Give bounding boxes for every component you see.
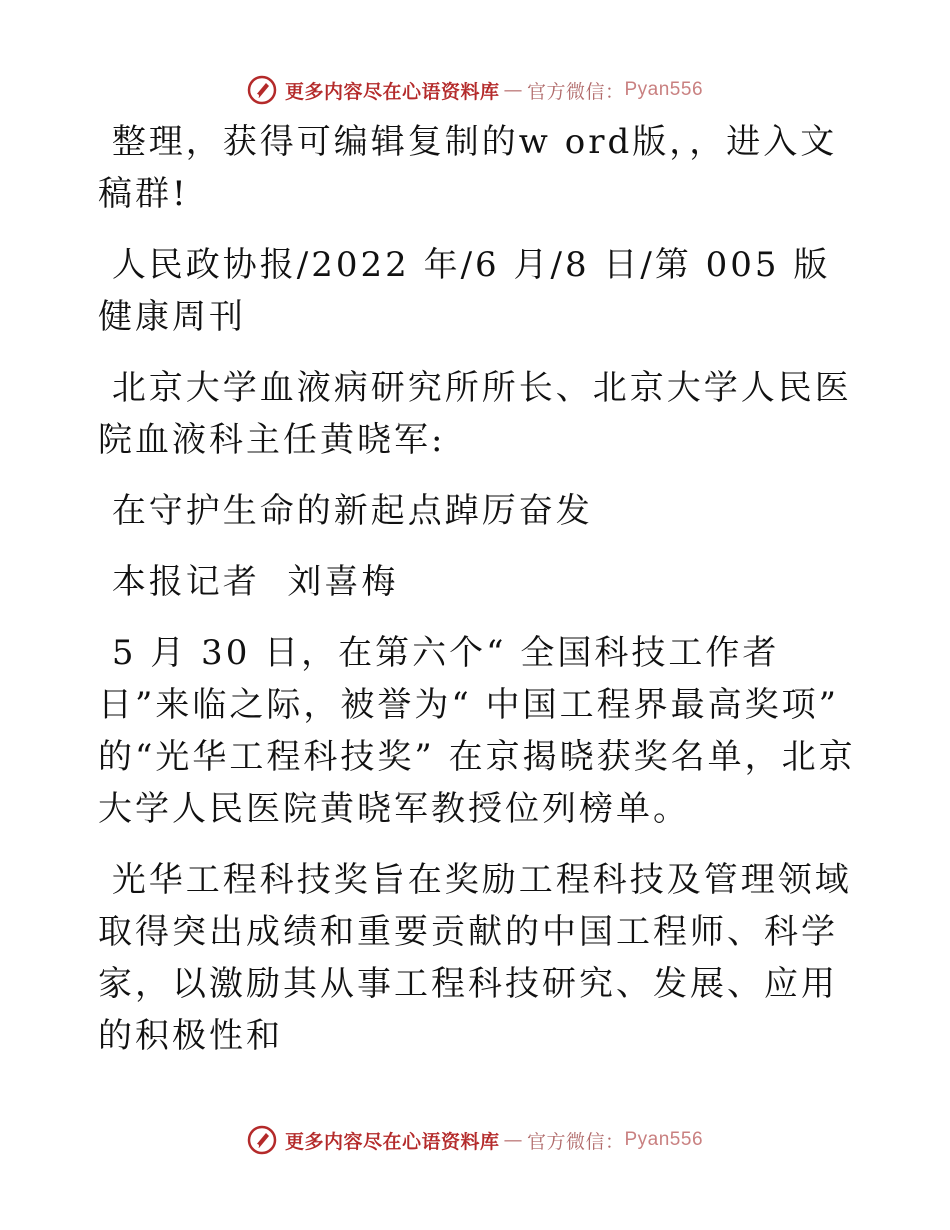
paragraph-body-2: 光华工程科技奖旨在奖励工程科技及管理领域取得突出成绩和重要贡献的中国工程师、科学家，以激励其从事工程科技研究、发展、应用的积极性和 [98,860,852,1056]
paragraph-source: 人民政协报/2022 年/6 月/8 日/第 005 版健康周刊 [98,245,831,337]
brand-logo-icon [247,1125,277,1155]
document-body [98,116,858,1081]
header-banner [0,70,950,110]
banner-wechat-id: Pyan556 [624,79,704,100]
banner-label: 官方微信： [526,1130,625,1153]
banner-title: 更多内容尽在心语资料库 [284,80,500,103]
paragraph-intro: 整理，获得可编辑复制的w ord版，，进入文稿群! [98,122,838,214]
footer-banner [0,1120,950,1160]
banner-wechat-id: Pyan556 [624,1129,704,1150]
paragraph-body-1: 5 月 30 日，在第六个“ 全国科技工作者日”来临之际，被誉为“ 中国工程界最高奖项” 的“光华工程科技奖” 在京揭晓获奖名单，北京大学人民医院黄晓军教授位列榜单。 [98,633,856,829]
banner-label: 官方微信： [526,80,625,103]
brand-logo-icon [247,75,277,105]
paragraph-subject: 北京大学血液病研究所所长、北京大学人民医院血液科主任黄晓军: [98,368,852,460]
paragraph-byline: 本报记者 刘喜梅 [98,562,399,602]
banner-dash: — [503,79,523,101]
article-headline: 在守护生命的新起点踔厉奋发 [98,491,593,531]
banner-dash: — [503,1129,523,1151]
banner-title: 更多内容尽在心语资料库 [284,1130,500,1153]
